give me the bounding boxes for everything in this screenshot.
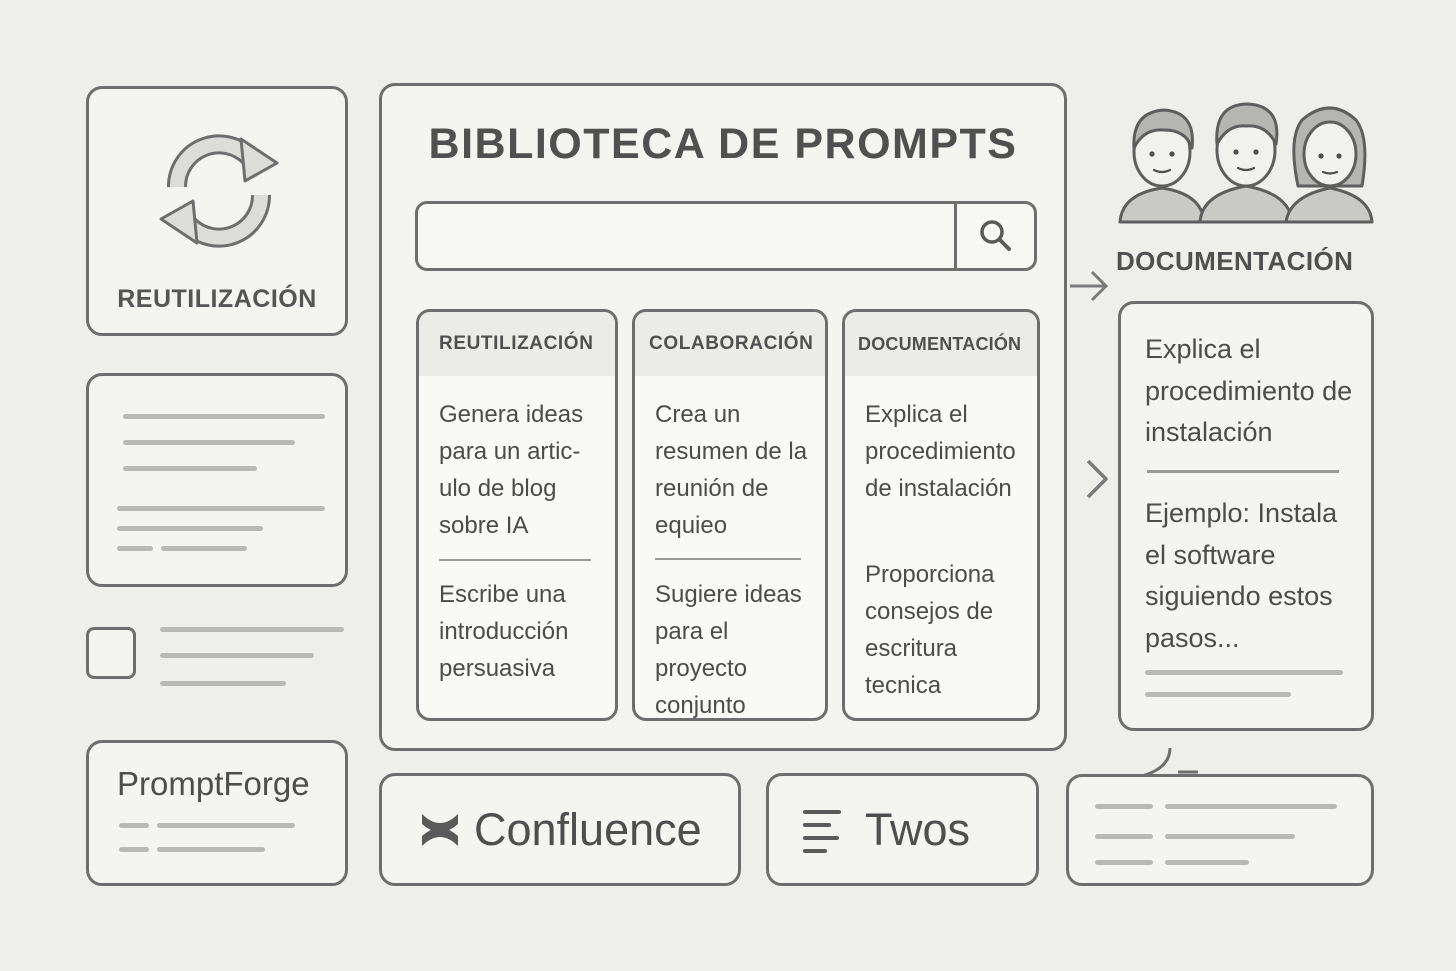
prompt-category-documentation[interactable] — [842, 309, 1040, 721]
search-bar — [415, 201, 1037, 271]
people-group-icon — [1116, 98, 1376, 226]
refresh-arrows-icon — [149, 121, 289, 261]
text-line-placeholder — [1095, 834, 1153, 839]
reuse-card-label: REUTILIZACIÓN — [117, 285, 317, 313]
text-line-placeholder — [123, 414, 325, 419]
search-button[interactable] — [954, 204, 1034, 268]
text-line-placeholder — [1145, 692, 1291, 697]
text-line-placeholder — [160, 653, 314, 658]
text-line-placeholder — [119, 823, 149, 828]
twos-logo-icon — [801, 806, 847, 858]
reuse-card[interactable] — [86, 86, 348, 336]
arrow-right-icon — [1068, 268, 1110, 304]
text-line-placeholder — [161, 546, 247, 551]
search-icon — [976, 216, 1016, 256]
text-line-placeholder — [1095, 860, 1153, 865]
confluence-label: Confluence — [474, 804, 702, 855]
text-line-placeholder — [1165, 860, 1249, 865]
page-title: BIBLIOTECA DE PROMPTS — [428, 120, 1018, 168]
promptforge-card[interactable] — [86, 740, 348, 886]
text-line-placeholder — [160, 681, 286, 686]
divider — [439, 559, 591, 561]
comment-card[interactable] — [1066, 774, 1374, 886]
text-line-placeholder — [157, 823, 295, 828]
chevron-right-icon — [1084, 457, 1110, 501]
search-input[interactable] — [418, 204, 956, 268]
twos-label: Twos — [865, 804, 971, 855]
documentation-detail-card[interactable] — [1118, 301, 1374, 731]
prompt-library-panel — [379, 83, 1067, 751]
prompt-item[interactable]: Proporciona consejos de escritura tecnica — [865, 561, 995, 699]
promptforge-label: PromptForge — [117, 765, 310, 802]
confluence-card[interactable] — [379, 773, 741, 886]
text-line-placeholder — [123, 466, 257, 471]
confluence-logo-icon — [418, 806, 462, 854]
text-line-placeholder — [1095, 804, 1153, 809]
text-line-placeholder — [123, 440, 295, 445]
twos-card[interactable] — [766, 773, 1039, 886]
text-line-placeholder — [1165, 834, 1295, 839]
text-line-placeholder — [1145, 670, 1343, 675]
document-preview-card[interactable] — [86, 373, 348, 587]
prompt-item[interactable]: Genera ideas para un artic-ulo de blog sobre IA — [439, 401, 584, 539]
text-line-placeholder — [117, 526, 263, 531]
text-line-placeholder — [157, 847, 265, 852]
prompt-item[interactable]: Escribe una introducción persuasiva — [439, 581, 569, 682]
prompt-category-collaboration[interactable] — [632, 309, 828, 721]
checkbox[interactable] — [86, 627, 136, 679]
detail-title: Explica el procedimiento de instalación — [1145, 334, 1353, 447]
category-heading: REUTILIZACIÓN — [419, 312, 615, 376]
divider — [655, 558, 801, 560]
text-line-placeholder — [160, 627, 344, 632]
category-heading: DOCUMENTACIÓN — [845, 312, 1037, 376]
documentation-heading: DOCUMENTACIÓN — [1116, 246, 1354, 276]
prompt-item[interactable]: Explica el procedimiento de instalación — [865, 401, 1016, 502]
text-line-placeholder — [117, 546, 153, 551]
prompt-category-reuse[interactable] — [416, 309, 618, 721]
divider — [1147, 470, 1339, 473]
detail-example: Ejemplo: Instala el software siguiendo estos pasos... — [1145, 498, 1338, 653]
prompt-item[interactable]: Sugiere ideas para el proyecto conjunto — [655, 581, 802, 719]
prompt-item[interactable]: Crea un resumen de la reunión de equieo — [655, 401, 808, 539]
text-line-placeholder — [119, 847, 149, 852]
category-heading: COLABORACIÓN — [635, 312, 825, 376]
text-line-placeholder — [1165, 804, 1337, 809]
text-line-placeholder — [117, 506, 325, 511]
